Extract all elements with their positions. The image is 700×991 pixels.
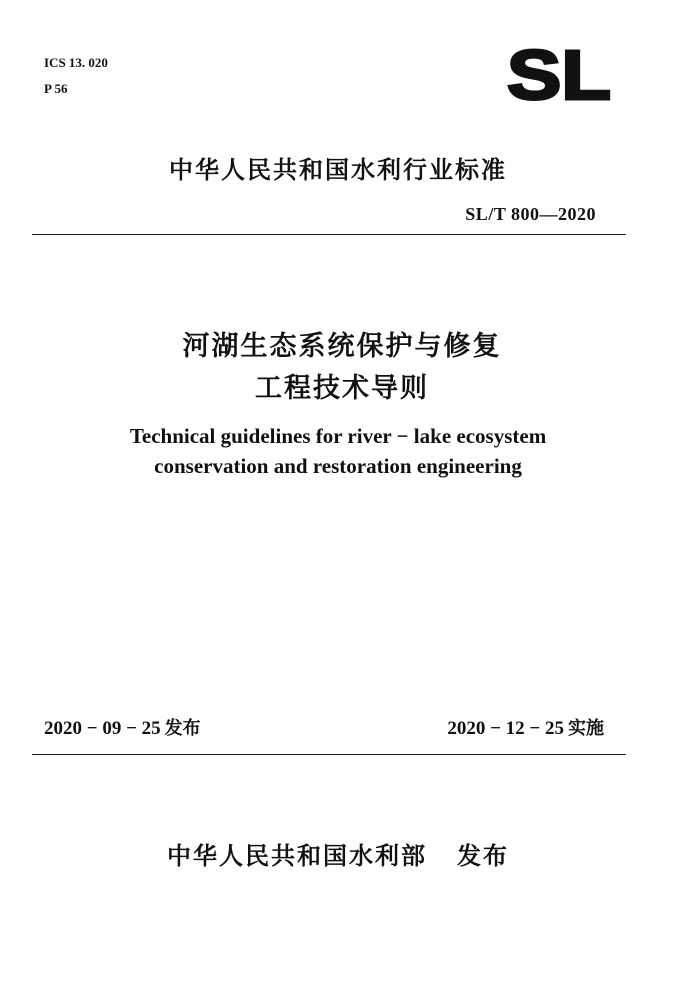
industry-standard-title: 中华人民共和国水利行业标准	[169, 156, 507, 184]
bottom-divider	[32, 754, 626, 755]
chinese-title-line-1: 河湖生态系统保护与修复	[182, 331, 502, 362]
sl-logo	[505, 44, 613, 106]
publisher-name: 中华人民共和国水利部	[167, 842, 427, 870]
top-divider	[32, 234, 626, 235]
issue-date	[44, 714, 201, 740]
issue-date-label: 发布	[164, 718, 201, 739]
chinese-title-line-2: 工程技术导则	[255, 373, 429, 404]
ics-code: ICS 13. 020	[44, 55, 108, 70]
ccs-code: P 56	[44, 81, 68, 96]
implementation-date	[447, 714, 604, 740]
publisher-action: 发布	[457, 842, 509, 870]
publisher-line	[0, 836, 688, 871]
implementation-date-value: 2020 − 12 − 25	[447, 718, 564, 739]
english-title-line-1: Technical guidelines for river − lake ecosystem	[129, 424, 547, 448]
issue-date-value: 2020 − 09 − 25	[44, 718, 161, 739]
sl-logo-text: SL	[507, 44, 611, 106]
implementation-date-label: 实施	[568, 718, 604, 739]
english-title-line-2: conservation and restoration engineering	[154, 454, 522, 478]
classification-codes	[44, 50, 108, 102]
standard-number: SL/T 800—2020	[465, 204, 596, 224]
